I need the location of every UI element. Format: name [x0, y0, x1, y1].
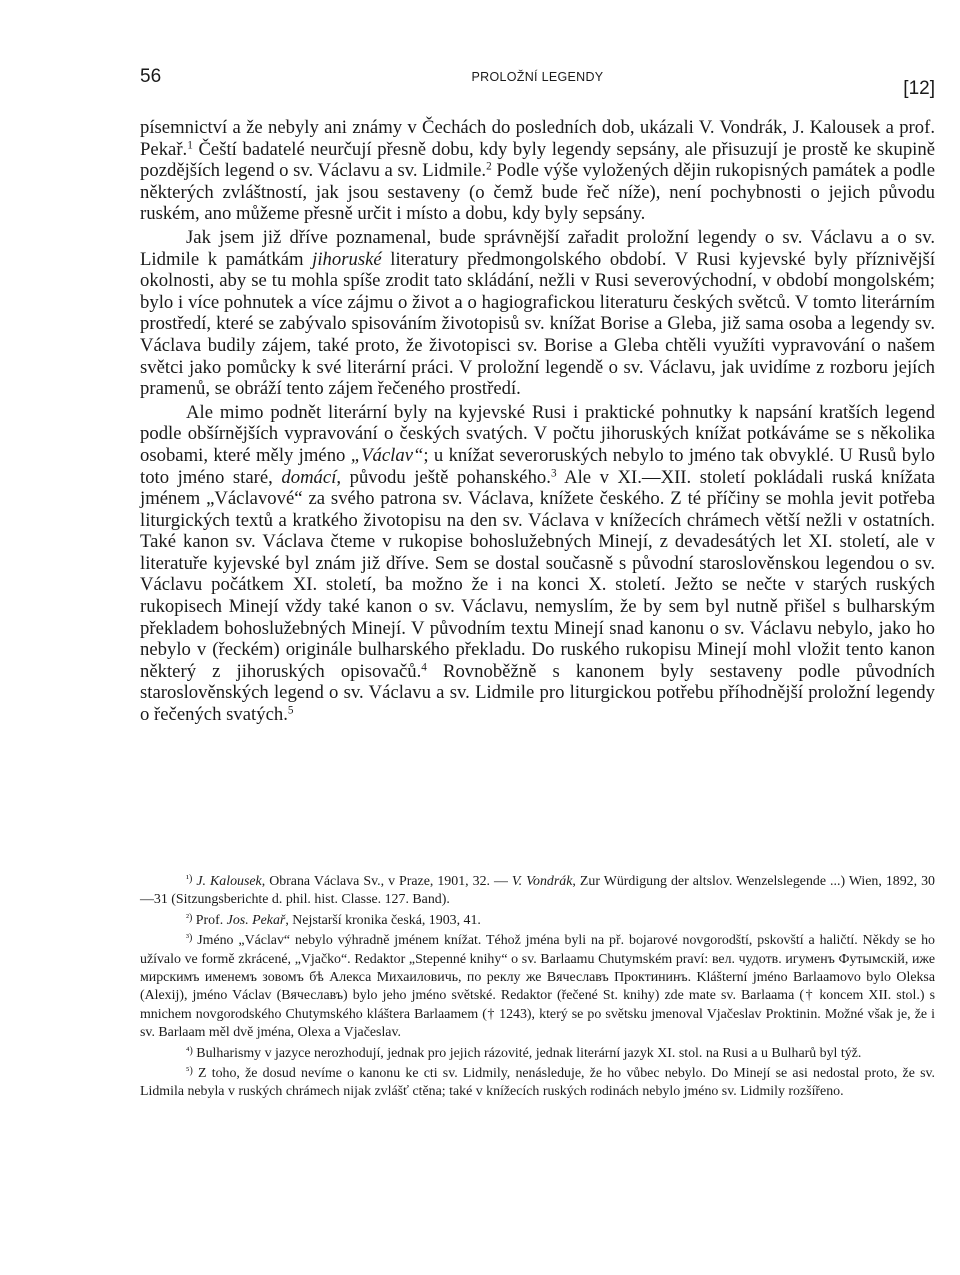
page-number: 56 [140, 66, 162, 87]
footnote-mark: ²) [186, 912, 193, 924]
footnote-3 [140, 932, 935, 1042]
paragraph-text: Čeští badatelé neurčují přesně dobu, kdy byly legendy sepsány, ale přisuzují je prostě ke skupině pozdějších legend o sv. Václavu a sv. Lidmile. [140, 138, 935, 182]
footnote-text: Bulharismy v jazyce nerozhodují, jednak pro jejich rázovité, jednak literární jazyk XI. stol. na Rusi a u Bulharů byl týž. [192, 1045, 862, 1061]
footnote-reference: 4 [421, 661, 427, 674]
paragraph-text: , původu ještě pohanského. [336, 466, 551, 488]
footnote-text: Prof. [192, 912, 227, 928]
footnote-author: J. Kalousek [196, 874, 262, 889]
footnote-reference: 5 [287, 704, 294, 717]
footnote-mark: ¹) [186, 873, 193, 885]
italic-term: „Václav“ [350, 444, 424, 466]
paragraph-text: Ale mimo podnět literární byly na kyjevské Rusi i praktické pohnutky k napsání kratších legend podle obšírnějších vypravování o českých svatých. V počtu jihoruských knížat potkáváme se s několika osobami, které měly jméno [140, 401, 935, 466]
footnote-reference: 1 [187, 138, 193, 151]
running-title: PROLOŽNÍ LEGENDY [471, 70, 604, 84]
footnote-2 [140, 912, 935, 930]
footnote-reference: 3 [550, 466, 557, 479]
italic-term: domácí [281, 466, 337, 488]
footnote-text: , Obrana Václava Sv., v Praze, 1901, 32. — [261, 874, 512, 889]
italic-term: jihoruské [312, 248, 382, 270]
footnote-text: , Nejstarší kronika česká, 1903, 41. [285, 912, 481, 928]
main-text [140, 117, 935, 726]
paragraph-text: Jak jsem již dříve poznamenal, bude správnější zařadit proložní legendy o sv. Václavu a o sv. Lidmile k památkám [140, 226, 935, 270]
footnote-reference: 2 [486, 160, 492, 173]
paragraph-2 [140, 227, 935, 400]
footnote-author: Jos. Pekař [226, 912, 286, 928]
footnote-4 [140, 1045, 935, 1063]
footnote-mark: ³) [186, 932, 193, 944]
paragraph-text: ; u knížat severoruských nebylo to jméno tak obvyklé. U Rusů bylo toto jméno staré, [140, 444, 936, 488]
paragraph-text: Podle výše vyložených dějin rukopisných památek a podle některých zvláštností, jak jsou sestaveny (o čemž bude řeč níže), není pochybnosti o jejich původu ruském, ano můžeme přesně určit i místo a dobu, kdy byly sepsány. [140, 160, 935, 225]
paragraph-text: literatury předmongolského období. V Rusi kyjevské byly příznivější okolnosti, aby se tu mohla spíše zrodit tato skládání, nežli v Rusi severovýchodní, v období mongolském; bylo i více pohnutek a více zájmu o život a o hagiografickou literaturu českých světců. V tomto literárním prostředí, které se zabývalo spisováním životopisů sv. knížat Borise a Gleba, již sama osoba a legendy sv. Václava budily zájem, také proto, že životopisci sv. Borise a Gleba chtěli využíti vypravování o našem světci jako pomůcky k své literární práci. V proložní legendě o sv. Václavu, jak uvidíme z rozboru jejích pramenů, se obráží tento zájem řečeného prostředí. [140, 248, 936, 400]
section-mark: [12] [903, 78, 935, 99]
footnote-5 [140, 1065, 935, 1102]
footnotes [140, 873, 935, 1104]
footnote-author: V. Vondrák [511, 874, 573, 889]
footnote-1 [140, 873, 935, 910]
footnote-text: Z toho, že dosud nevíme o kanonu ke cti sv. Lidmily, nenásleduje, že ho vůbec nebylo. Do Minejí se asi nedostal proto, že sv. Lidmila nebyla v ruských chrámech nijak zvlášť ctěna; také v knížecích ruských rodinách nebylo jméno sv. Lidmily rozšířeno. [140, 1066, 935, 1100]
paragraph-text: Rovnoběžně s kanonem byly sestaveny podle původních staroslověnských legend o sv. Václavu a sv. Lidmile pro liturgickou potřebu příhodnější proložní legendy o řečených svatých. [140, 660, 936, 726]
paragraph-3 [140, 402, 935, 726]
footnote-mark: ⁵) [186, 1065, 193, 1077]
paragraph-text: písemnictví a že nebyly ani známy v Čechách do posledních dob, ukázali V. Vondrák, J. Kalousek a prof. Pekař. [140, 117, 935, 160]
footnote-mark: ⁴) [186, 1045, 193, 1057]
paragraph-text: Ale v XI.—XII. století pokládali ruská knížata jménem „Václavové“ za svého patrona sv. Václava, knížete českého. Z té příčiny se mohla jevit potřeba liturgických textů a kratkého životopisu na den sv. Václava v knížecích chrámech větší nežli v ostatních. Také kanon sv. Václava čteme v rukopise bohoslužebných Minejí, z devadesátých let XI. století, ale v literatuře kyjevské byl znám již dříve. Sem se dostal současně s původní staroslověnskou legendou o sv. Václavu počátkem XI. století, ba možno že i na konci X. století. Ježto se nečte v starých ruských rukopisech Minejí vždy také kanon o sv. Václavu, nemyslím, že by sem byl nutně přišel s bulharským překladem bohoslužebných Minejí. V původním textu Minejí snad kanonu o sv. Václavu nebylo, jako ho nebylo v (řeckém) originále bulharského překladu. Do ruského rukopisu Minejí mohl vložit tento kanon některý z jihoruských opisovačů. [140, 466, 936, 682]
footnote-text: Jméno „Václav“ nebylo výhradně jménem knížat. Téhož jména byli na př. bojarové novgorodští, pskovští a haličtí. Někdy se ho užívalo ve formě zkrácené, „Vjačko“. Redaktor „Stepenné knihy“ o sv. Barlaamu Chutymském praví: вел. чудотв. игуменъ Футымскiй, иже мирскимъ именемъ зовомъ бѣ Алекса Михаиловичь, по реклу же Вячеславъ Проктининъ. Klášterní jméno Barlaamovo bylo Oleksa (Alexij), jméno Václav (Вячеславъ) bylo jeho jméno světské. Redaktor (řečené St. knihy) zde mate sv. Barlaama († koncem XII. stol.) s mnichem novgorodského Chutymského kláštera Barlaamem († 1243), který se po světsku jmenoval Vjačeslav Proktinin. Možné však je, že i sv. Barlaam měl dvě jména, Olexa a Vjačeslav. [140, 933, 935, 1041]
page-header [140, 66, 935, 106]
paragraph-1 [140, 117, 935, 225]
footnote-text: , Zur Würdigung der altslov. Wenzelslegende ...) Wien, 1892, 30—31 (Sitzungsberichte d. phil. hist. Classe. 127. Band). [140, 874, 935, 908]
